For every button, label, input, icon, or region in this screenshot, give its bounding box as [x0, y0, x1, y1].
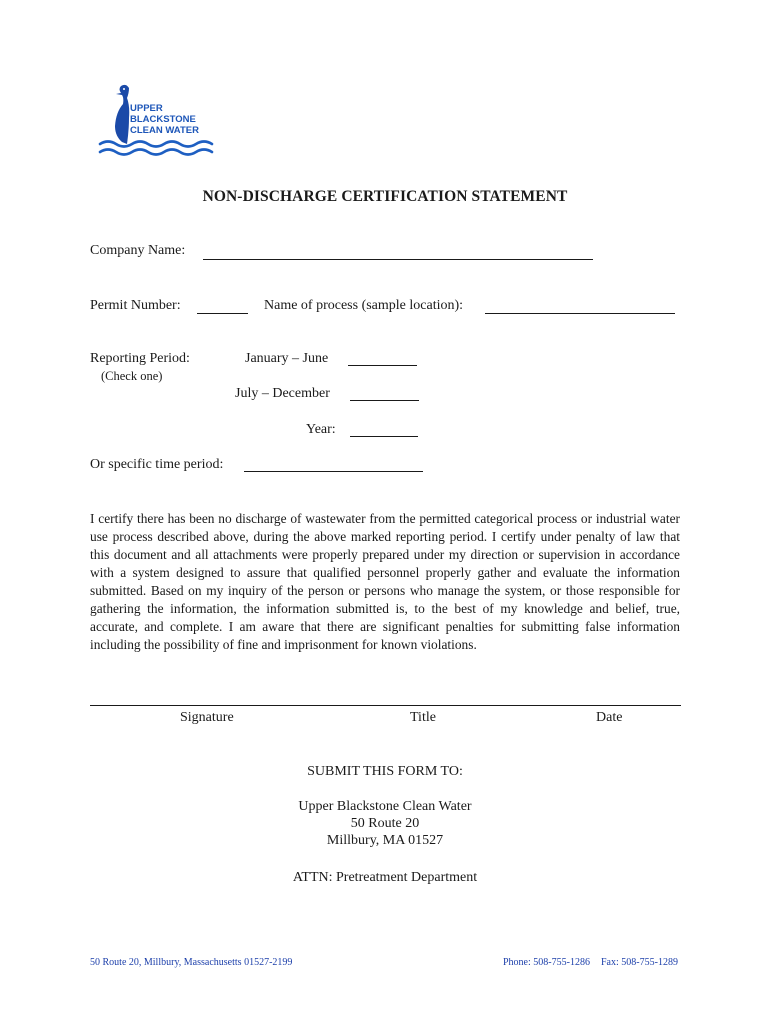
submit-org: Upper Blackstone Clean Water: [298, 799, 472, 814]
permit-number-label: Permit Number:: [90, 298, 181, 313]
specific-period-label: Or specific time period:: [90, 457, 224, 472]
jul-dec-label: July – December: [235, 386, 330, 401]
year-label: Year:: [306, 422, 336, 437]
submit-street: 50 Route 20: [350, 816, 420, 831]
logo-line-1: UPPER: [130, 103, 163, 114]
logo-line-3: CLEAN WATER: [130, 125, 199, 136]
year-field[interactable]: [350, 436, 418, 437]
process-name-label: Name of process (sample location):: [264, 298, 464, 313]
jan-june-field[interactable]: [348, 365, 417, 366]
date-label: Date: [596, 710, 623, 725]
permit-number-field[interactable]: [197, 313, 248, 314]
certification-statement: I certify there has been no discharge of wastewater from the permitted categorical process or industrial water use process described above, during the above marked reporting period. I certify under penalty of law that this document and all attachments were properly prepared under my direction or supervision in accordance with a system designed to assure that qualified personnel properly gather and evaluate the information submitted. Based on my inquiry of the person or persons who manage the system, or those responsible for gathering the information, the information submitted is, to the best of my knowledge and belief, true, accurate, and complete. I am aware that there are significant penalties for submitting false information including the possibility of fine and imprisonment for known violations.: [90, 511, 680, 652]
heron-icon: [115, 85, 129, 144]
page-title: NON-DISCHARGE CERTIFICATION STATEMENT: [202, 188, 568, 205]
footer-address: 50 Route 20, Millbury, Massachusetts 01527-2199: [90, 957, 293, 968]
logo-line-2: BLACKSTONE: [130, 114, 196, 125]
footer-fax: Fax: 508-755-1289: [601, 957, 678, 968]
reporting-period-label: Reporting Period:: [90, 351, 190, 366]
submit-city: Millbury, MA 01527: [326, 833, 444, 848]
footer-phone: Phone: 508-755-1286: [503, 957, 590, 968]
process-name-field[interactable]: [485, 313, 675, 314]
title-label: Title: [410, 710, 436, 725]
jan-june-label: January – June: [245, 351, 329, 366]
signature-line[interactable]: [90, 705, 681, 706]
specific-period-field[interactable]: [244, 471, 423, 472]
submit-attn: ATTN: Pretreatment Department: [292, 870, 478, 885]
water-waves-icon: [100, 142, 212, 155]
jul-dec-field[interactable]: [350, 400, 419, 401]
signature-label: Signature: [180, 710, 234, 725]
submit-heading: SUBMIT THIS FORM TO:: [307, 764, 463, 779]
check-one-note: (Check one): [101, 369, 163, 383]
company-name-label: Company Name:: [90, 243, 186, 258]
upper-blackstone-logo: [96, 82, 222, 162]
company-name-field[interactable]: [203, 259, 593, 260]
